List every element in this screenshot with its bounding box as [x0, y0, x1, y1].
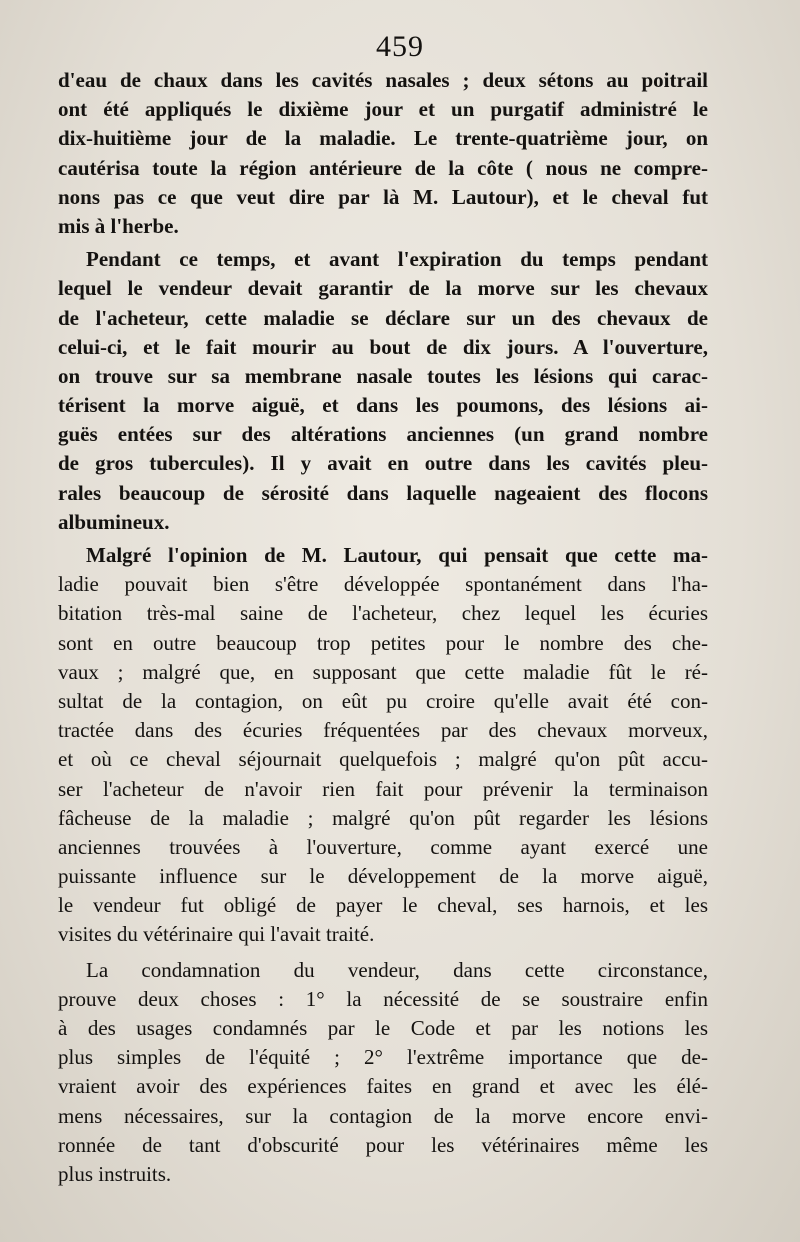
paragraph-3 [58, 541, 708, 950]
text-line: ont été appliqués le dixième jour et un purgatif administré le [58, 97, 708, 122]
text-line: mis à l'herbe. [58, 213, 179, 238]
text-line: La condamnation du vendeur, dans cette circonstance, [86, 957, 708, 982]
text-line: ser l'acheteur de n'avoir rien fait pour prévenir la terminaison [58, 776, 708, 801]
text-line: fâcheuse de la maladie ; malgré qu'on pût regarder les lésions [58, 805, 708, 830]
text-line: sultat de la contagion, on eût pu croire qu'elle avait été con- [58, 688, 708, 713]
text-line: nons pas ce que veut dire par là M. Lautour), et le cheval fut [58, 184, 708, 209]
text-line: on trouve sur sa membrane nasale toutes les lésions qui carac- [58, 363, 708, 388]
text-line: prouve deux choses : 1° la nécessité de se soustraire enfin [58, 986, 708, 1011]
paragraph-4 [58, 956, 708, 1190]
text-line: de gros tubercules). Il y avait en outre dans les cavités pleu- [58, 451, 708, 476]
paragraph-1 [58, 66, 708, 241]
text-line: ladie pouvait bien s'être développée spontanément dans l'ha- [58, 572, 708, 597]
text-line: plus instruits. [58, 1161, 172, 1186]
text-line: Pendant ce temps, et avant l'expiration du temps pendant [86, 247, 708, 272]
body-text [58, 66, 708, 1189]
text-line: celui-ci, et le fait mourir au bout de dix jours. A l'ouverture, [58, 334, 708, 359]
text-line: lequel le vendeur devait garantir de la morve sur les chevaux [58, 276, 708, 301]
text-line: guës entées sur des altérations anciennes (un grand nombre [58, 422, 708, 447]
text-line: puissante influence sur le développement de la morve aiguë, [58, 864, 708, 889]
text-line: térisent la morve aiguë, et dans les poumons, des lésions ai- [58, 393, 708, 418]
text-line: et où ce cheval séjournait quelquefois ; malgré qu'on pût accu- [58, 747, 708, 772]
text-line: tractée dans des écuries fréquentées par des chevaux morveux, [58, 718, 708, 743]
text-line: rales beaucoup de sérosité dans laquelle nageaient des flocons [58, 480, 708, 505]
text-line: plus simples de l'équité ; 2° l'extrême importance que de- [58, 1045, 708, 1070]
page-number: 459 [376, 30, 424, 63]
text-line: dix-huitième jour de la maladie. Le trente-quatrième jour, on [58, 126, 708, 151]
text-line: ronnée de tant d'obscurité pour les vétérinaires même les [58, 1132, 708, 1157]
text-line: bitation très-mal saine de l'acheteur, chez lequel les écuries [58, 601, 708, 626]
text-line: de l'acheteur, cette maladie se déclare sur un des chevaux de [58, 305, 708, 330]
text-line: à des usages condamnés par le Code et par les notions les [58, 1016, 708, 1040]
paragraph-2 [58, 245, 708, 537]
text-line: visites du vétérinaire qui l'avait traité. [58, 922, 375, 947]
text-line: Malgré l'opinion de M. Lautour, qui pensait que cette ma- [86, 543, 708, 567]
text-line: anciennes trouvées à l'ouverture, comme ayant exercé une [58, 834, 708, 859]
text-line: d'eau de chaux dans les cavités nasales ; deux sétons au poitrail [58, 68, 708, 92]
text-line: albumineux. [58, 509, 170, 534]
text-line: le vendeur fut obligé de payer le cheval, ses harnois, et les [58, 893, 708, 918]
text-line: sont en outre beaucoup trop petites pour le nombre des che- [58, 630, 708, 655]
text-line: vaux ; malgré que, en supposant que cette maladie fût le ré- [58, 659, 708, 684]
text-line: vraient avoir des expériences faites en grand et avec les élé- [58, 1074, 708, 1099]
text-line: mens nécessaires, sur la contagion de la morve encore envi- [58, 1103, 708, 1128]
text-line: cautérisa toute la région antérieure de la côte ( nous ne compre- [58, 155, 708, 180]
